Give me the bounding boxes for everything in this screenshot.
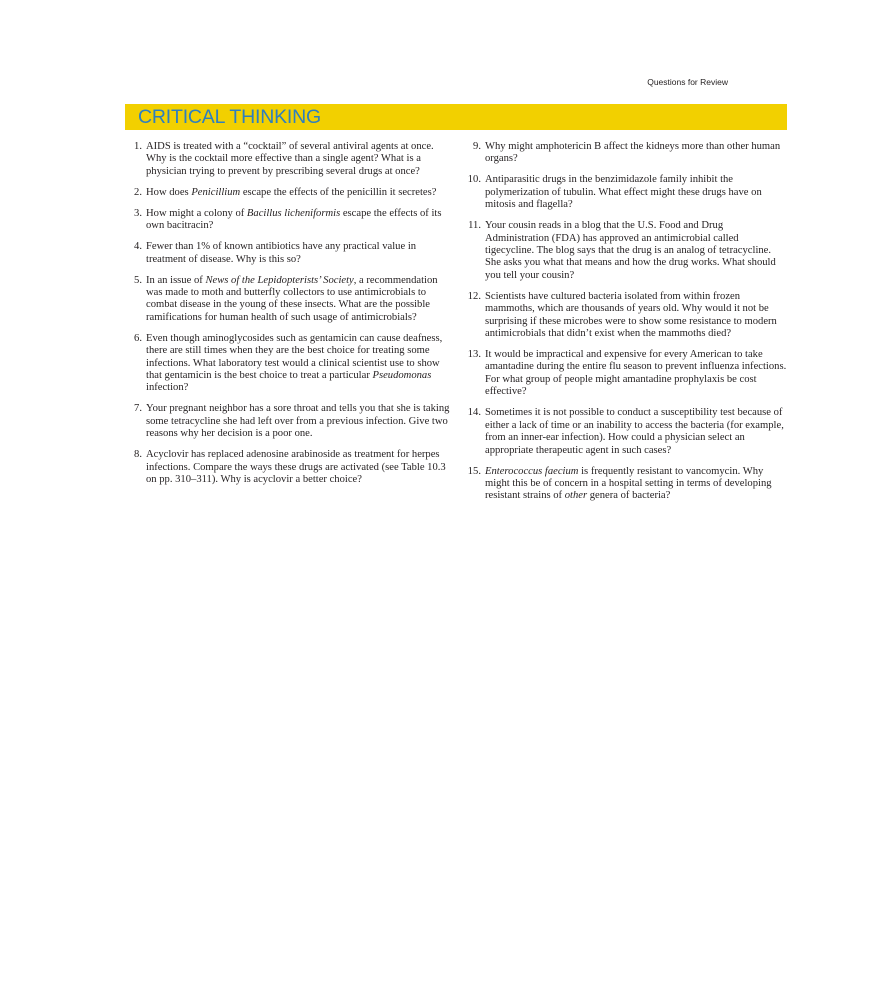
question-text: Why might amphotericin B affect the kidneys more than other human organs?: [485, 141, 781, 165]
question-text: Your cousin reads in a blog that the U.S. Food and Drug Administration (FDA) has approved an antimicrobial called tigecycline. The blog says that the drug is an analog of tetracycline. She asks you what that means and how the drug works. What should you tell your cousin?: [485, 220, 776, 281]
question-number: 13.: [467, 349, 481, 361]
question-item: [125, 449, 450, 486]
question-text: How does Penicillium escape the effects of the penicillin it secretes?: [146, 186, 437, 198]
question-number: 9.: [473, 141, 481, 152]
question-text: Your pregnant neighbor has a sore throat and tells you that she is taking some tetracycline she had left over from a previous infection. Give two reasons why her decision is a poor one.: [146, 403, 450, 440]
question-number: 3.: [134, 207, 142, 219]
question-item: [464, 466, 788, 503]
question-item: [125, 187, 450, 199]
question-number: 8.: [134, 449, 142, 461]
question-text: Acyclovir has replaced adenosine arabinoside as treatment for herpes infections. Compare the ways these drugs are activated (see Table 10.3 on pp. 310–311). Why is acyclovir a better choice?: [146, 449, 446, 486]
question-text: Sometimes it is not possible to conduct a susceptibility test because of either a lack of time or an inability to access the bacteria (for example, from an inner-ear infection). How could a physician select an appropriate therapeutic agent in such cases?: [485, 407, 784, 456]
question-number: 12.: [467, 290, 481, 302]
question-number: 15.: [467, 465, 481, 477]
question-item: [125, 208, 450, 233]
question-text: Scientists have cultured bacteria isolated from within frozen mammoths, which are thousands of years old. Why would it not be surprising if these microbes were to show some resistance to modern antimicrobials that didn’t exist when the mammoths died?: [485, 290, 777, 340]
question-item: [125, 275, 450, 325]
question-text: In an issue of News of the Lepidopterists’ Society, a recommendation was made to moth and butterfly collectors to use antimicrobials to combat disease in the young of these insects. What are the possible ramifications for human health of such usage of antimicrobials?: [146, 274, 438, 323]
question-text: It would be impractical and expensive for every American to take amantadine during the entire flu season to prevent influenza infections. For what group of people might amantadine prophylaxis be cost effective?: [485, 349, 787, 398]
question-number: 5.: [134, 274, 142, 286]
question-item: [464, 141, 788, 166]
question-item: [464, 407, 788, 457]
question-number: 14.: [467, 407, 481, 419]
question-item: [125, 141, 450, 178]
question-number: 7.: [134, 403, 142, 415]
question-item: [464, 220, 788, 282]
question-item: [464, 349, 788, 399]
running-head: Questions for Review: [647, 77, 728, 87]
question-number: 2.: [134, 186, 142, 198]
question-item: [464, 174, 788, 211]
questions-right-column: [464, 141, 788, 511]
question-item: [464, 291, 788, 341]
section-title: CRITICAL THINKING: [138, 106, 321, 128]
question-item: [125, 403, 450, 440]
question-number: 6.: [134, 332, 142, 344]
question-item: [125, 333, 450, 395]
question-number: 1.: [134, 141, 142, 152]
section-banner: [125, 104, 787, 130]
questions-left-column: [125, 141, 450, 495]
question-number: 4.: [134, 241, 142, 253]
question-text: Fewer than 1% of known antibiotics have any practical value in treatment of disease. Why is this so?: [146, 241, 417, 265]
question-text: How might a colony of Bacillus licheniformis escape the effects of its own bacitracin?: [146, 207, 442, 232]
question-item: [125, 241, 450, 266]
question-text: Even though aminoglycosides such as gentamicin can cause deafness, there are still times when they are the best choice for treating some infections. What laboratory test would a clinical scientist use to show that gentamicin is the best choice to treat a particular Pseudomonas infection?: [146, 332, 443, 394]
question-number: 10.: [467, 174, 481, 186]
question-text: Antiparasitic drugs in the benzimidazole family inhibit the polymerization of tubulin. What effect might these drugs have on mitosis and flagella?: [485, 174, 762, 211]
question-number: 11.: [468, 220, 481, 232]
question-text: Enterococcus faecium is frequently resistant to vancomycin. Why might this be of concern in a hospital setting in terms of developing resistant strains of other genera of bacteria?: [485, 465, 772, 502]
question-text: AIDS is treated with a “cocktail” of several antiviral agents at once. Why is the cocktail more effective than a single agent? What is a physician trying to prevent by prescribing several drugs at once?: [146, 141, 434, 177]
